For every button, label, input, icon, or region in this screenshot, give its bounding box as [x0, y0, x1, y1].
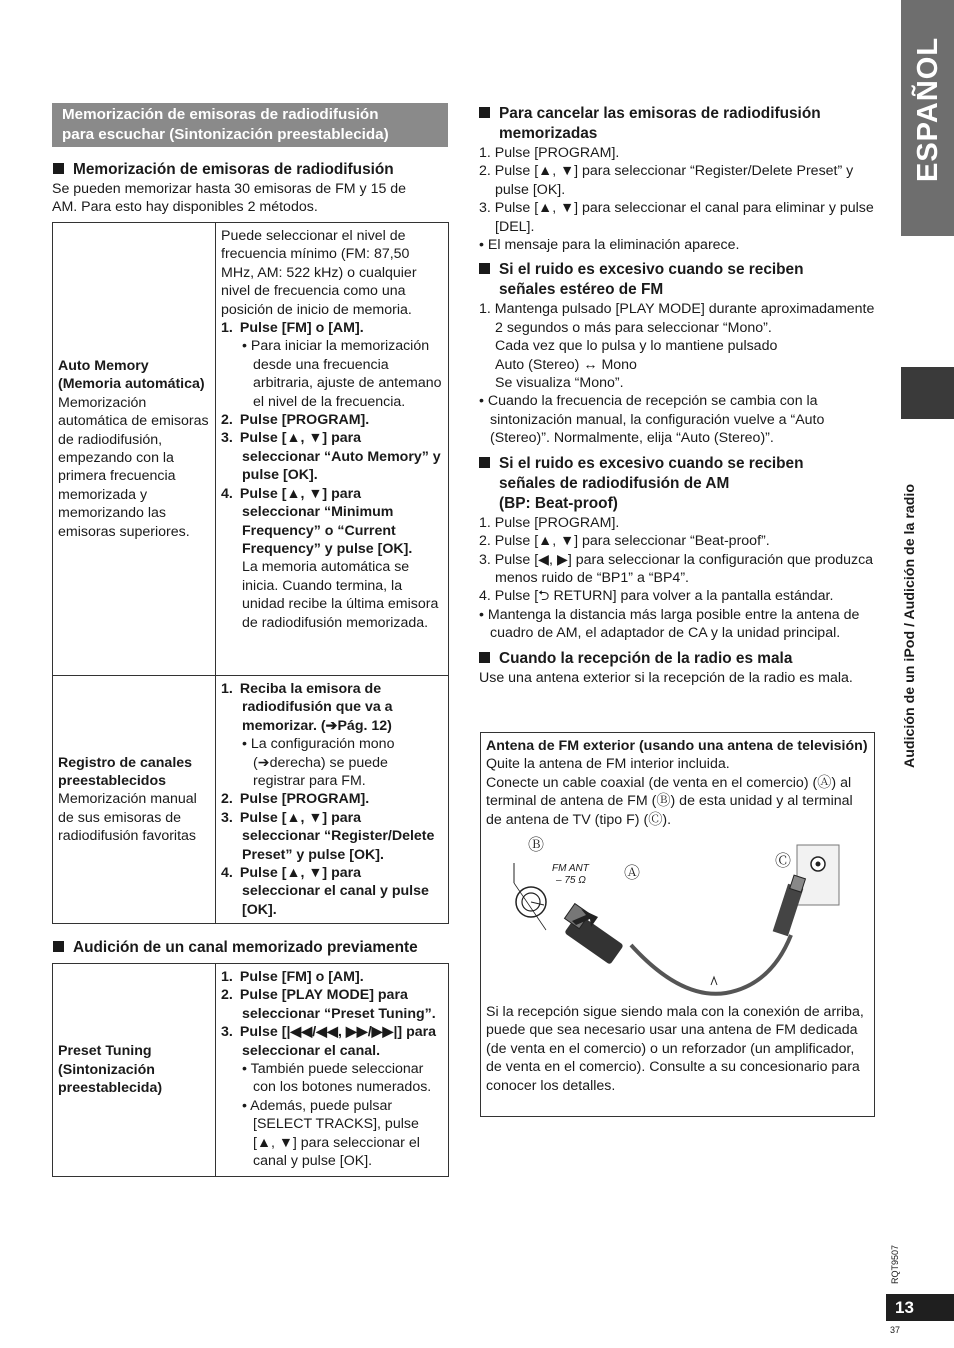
step-4: 4. Pulse [▲, ▼] para seleccionar “Minimum Frequency” o “Current Frequency” y pulse [OK]. [221, 485, 413, 557]
language-label: ESPAÑOL [912, 36, 944, 182]
step-4-note: La memoria automática se inicia. Cuando termina, la unidad recibe la última emisora de radiodifusión memorizada. [242, 559, 439, 631]
step-3: 3. Pulse [|◀◀/◀◀, ▶▶/▶▶|] para seleccionar el canal. [221, 1024, 437, 1059]
preset-tuning-steps [216, 964, 449, 1177]
memorize-heading-text: Memorización de emisoras de radiodifusión [73, 161, 394, 178]
step-2: 2. Pulse [PROGRAM]. [221, 791, 370, 808]
step-1: 1. Reciba la emisora de radiodifusión que va a memorizar. (➔Pág. 12) [221, 681, 393, 734]
bad-reception-heading [479, 649, 879, 669]
fm-noise-heading-line-1: Si el ruido es excesivo cuando se reciben [499, 261, 804, 279]
cancel-heading-line-2: memorizadas [499, 125, 598, 142]
auto-memory-title: Auto Memory (Memoria automática) [58, 357, 205, 393]
sub-page-number: 37 [890, 1325, 901, 1335]
cancel-step-2: 2. Pulse [▲, ▼] para seleccionar “Register/Delete Preset” y pulse [OK]. [479, 163, 854, 198]
cancel-step-3: 3. Pulse [▲, ▼] para seleccionar el canal para eliminar y pulse [DEL]. [479, 200, 874, 235]
fm-step-1: 1. Mantenga pulsado [PLAY MODE] durante aproximadamente 2 segundos o más para seleccionar “Mono”. [479, 301, 875, 336]
step-1: 1. Pulse [FM] o [AM]. [221, 969, 364, 985]
step-2: 2. Pulse [PROGRAM]. [221, 412, 370, 429]
antenna-box-tail: Si la recepción sigue siendo mala con la conexión de arriba, puede que sea necesario usar una antena de FM dedicada (de venta en el comercio) o un reforzador (un amplificador, de venta en el comercio). Consulte a su concesionario para conocer los detalles. [486, 1004, 864, 1094]
am-step-2: 2. Pulse [▲, ▼] para seleccionar “Beat-proof”. [479, 533, 770, 550]
square-bullet-icon [53, 941, 64, 952]
right-column [479, 104, 879, 687]
am-noise-heading-line-3: (BP: Beat-proof) [499, 494, 618, 512]
section-heading-line-2: para escuchar (Sintonización preestablecida) [62, 126, 389, 143]
step-1-note: • La configuración mono (➔derecha) se puede registrar para FM. [242, 736, 395, 790]
label-c: Ⓒ [775, 853, 792, 871]
fm-noise-heading-line-2: señales estéreo de FM [499, 281, 664, 299]
table-row [53, 964, 449, 1177]
fm-step-1-a: Cada vez que lo pulsa y lo mantiene pulsado [495, 338, 778, 355]
auto-memory-desc: Memorización automática de emisoras de radiodifusión, empezando con la primera frecuencia memorizada y memorizando las emisoras superiores. [58, 394, 209, 540]
preset-tuning-table [52, 963, 449, 1177]
square-bullet-icon [479, 263, 490, 274]
square-bullet-icon [479, 107, 490, 118]
section-heading-line-1: Memorización de emisoras de radiodifusión [62, 106, 379, 123]
label-b: Ⓑ [528, 837, 545, 855]
step-1-note: • Para iniciar la memorización desde una frecuencia arbitraria, ajuste de antemano el nivel de la frecuencia. [242, 338, 442, 410]
antenna-box-title: Antena de FM exterior (usando una antena de televisión) [486, 738, 868, 754]
bad-reception-heading-text: Cuando la recepción de la radio es mala [499, 649, 793, 667]
cancel-heading [479, 104, 879, 144]
square-bullet-icon [53, 163, 64, 174]
cancel-note: • El mensaje para la eliminación aparece. [479, 237, 740, 254]
am-noise-heading-line-1: Si el ruido es excesivo cuando se reciben [499, 454, 804, 472]
section-tab [901, 367, 954, 419]
square-bullet-icon [479, 652, 490, 663]
fm-ant-label: FM ANT [552, 863, 589, 875]
memorize-heading [53, 160, 449, 180]
preset-register-desc: Memorización manual de sus emisoras de radiodifusión favoritas [58, 791, 197, 845]
am-step-4: 4. Pulse [⮌ RETURN] para volver a la pantalla estándar. [479, 588, 834, 605]
cancel-heading-line-1: Para cancelar las emisoras de radiodifusión [499, 105, 821, 122]
section-heading-box [52, 103, 448, 147]
auto-memory-cell [53, 223, 216, 676]
fm-step-1-b: Auto (Stereo) ↔ Mono [495, 356, 637, 373]
fm-ant-impedance: – 75 Ω [556, 875, 586, 887]
square-bullet-icon [479, 457, 490, 468]
step-1: 1. Pulse [FM] o [AM]. [221, 320, 364, 337]
step-3-note-1: • También puede seleccionar con los botones numerados. [242, 1061, 432, 1096]
antenna-box-line-1: Quite la antena de FM interior incluida. [486, 756, 730, 773]
step-4: 4. Pulse [▲, ▼] para seleccionar el canal y pulse [OK]. [221, 865, 429, 918]
page-number-text: 13 [895, 1298, 914, 1317]
label-a: Ⓐ [624, 865, 641, 883]
preset-register-steps [216, 676, 449, 924]
antenna-box-line-2: Conecte un cable coaxial (de venta en el comercio) (Ⓐ) al terminal de antena de FM (Ⓑ) de esta unidad y al terminal de antena de TV (tipo F) (Ⓒ). [486, 774, 853, 828]
cancel-step-1: 1. Pulse [PROGRAM]. [479, 145, 620, 161]
preset-register-title: Registro de canales preestablecidos [58, 754, 193, 790]
am-step-3: 3. Pulse [◀, ▶] para seleccionar la configuración que produzca menos ruido de “BP1” a “BP4”. [479, 551, 874, 586]
am-noise-heading [479, 454, 879, 514]
step-3-note-2: • Además, puede pulsar [SELECT TRACKS], pulse [▲, ▼] para seleccionar el canal y pulse [OK]. [242, 1097, 420, 1170]
section-label: Audición de un iPod / Audición de la radio [902, 483, 918, 768]
fm-note: • Cuando la frecuencia de recepción se cambia con la sintonización manual, la configuración vuelve a “Auto (Stereo)”. Normalmente, elija “Auto (Stereo)”. [479, 393, 825, 447]
preset-listen-heading-text: Audición de un canal memorizado previamente [73, 939, 418, 956]
antenna-figure [486, 835, 866, 1007]
table-row [53, 223, 449, 676]
auto-memory-steps [216, 223, 449, 676]
model-number: RQT9507 [890, 1244, 900, 1284]
preset-tuning-title: Preset Tuning (Sintonización preestablecida) [58, 1043, 163, 1097]
preset-register-cell [53, 676, 216, 924]
step-3: 3. Pulse [▲, ▼] para seleccionar “Auto Memory” y pulse [OK]. [221, 430, 441, 484]
bad-reception-text: Use una antena exterior si la recepción de la radio es mala. [479, 669, 853, 686]
am-step-1: 1. Pulse [PROGRAM]. [479, 514, 620, 531]
fm-step-1-c: Se visualiza “Mono”. [495, 375, 624, 392]
preset-listen-heading [53, 938, 453, 958]
step-3: 3. Pulse [▲, ▼] para seleccionar “Register/Delete Preset” y pulse [OK]. [221, 809, 435, 863]
am-note: • Mantenga la distancia más larga posible entre la antena de cuadro de AM, el adaptador de CA y la unidad principal. [479, 606, 860, 642]
memorize-methods-table [52, 222, 449, 924]
step-2: 2. Pulse [PLAY MODE] para seleccionar “Preset Tuning”. [221, 987, 436, 1022]
page-number [886, 1294, 954, 1321]
am-noise-heading-line-2: señales de radiodifusión de AM [499, 474, 730, 492]
memorize-intro: Se pueden memorizar hasta 30 emisoras de FM y 15 de AM. Para esto hay disponibles 2 métodos. [52, 181, 407, 216]
auto-memory-intro: Puede seleccionar el nivel de frecuencia mínimo (FM: 87,50 MHz, AM: 522 kHz) o cualquier nivel de frecuencia como una posición de inicio de memoria. [221, 228, 417, 318]
antenna-diagram [486, 835, 866, 1007]
fm-noise-heading [479, 260, 879, 300]
preset-tuning-cell [53, 964, 216, 1177]
antenna-box [480, 732, 875, 1117]
table-row [53, 676, 449, 924]
